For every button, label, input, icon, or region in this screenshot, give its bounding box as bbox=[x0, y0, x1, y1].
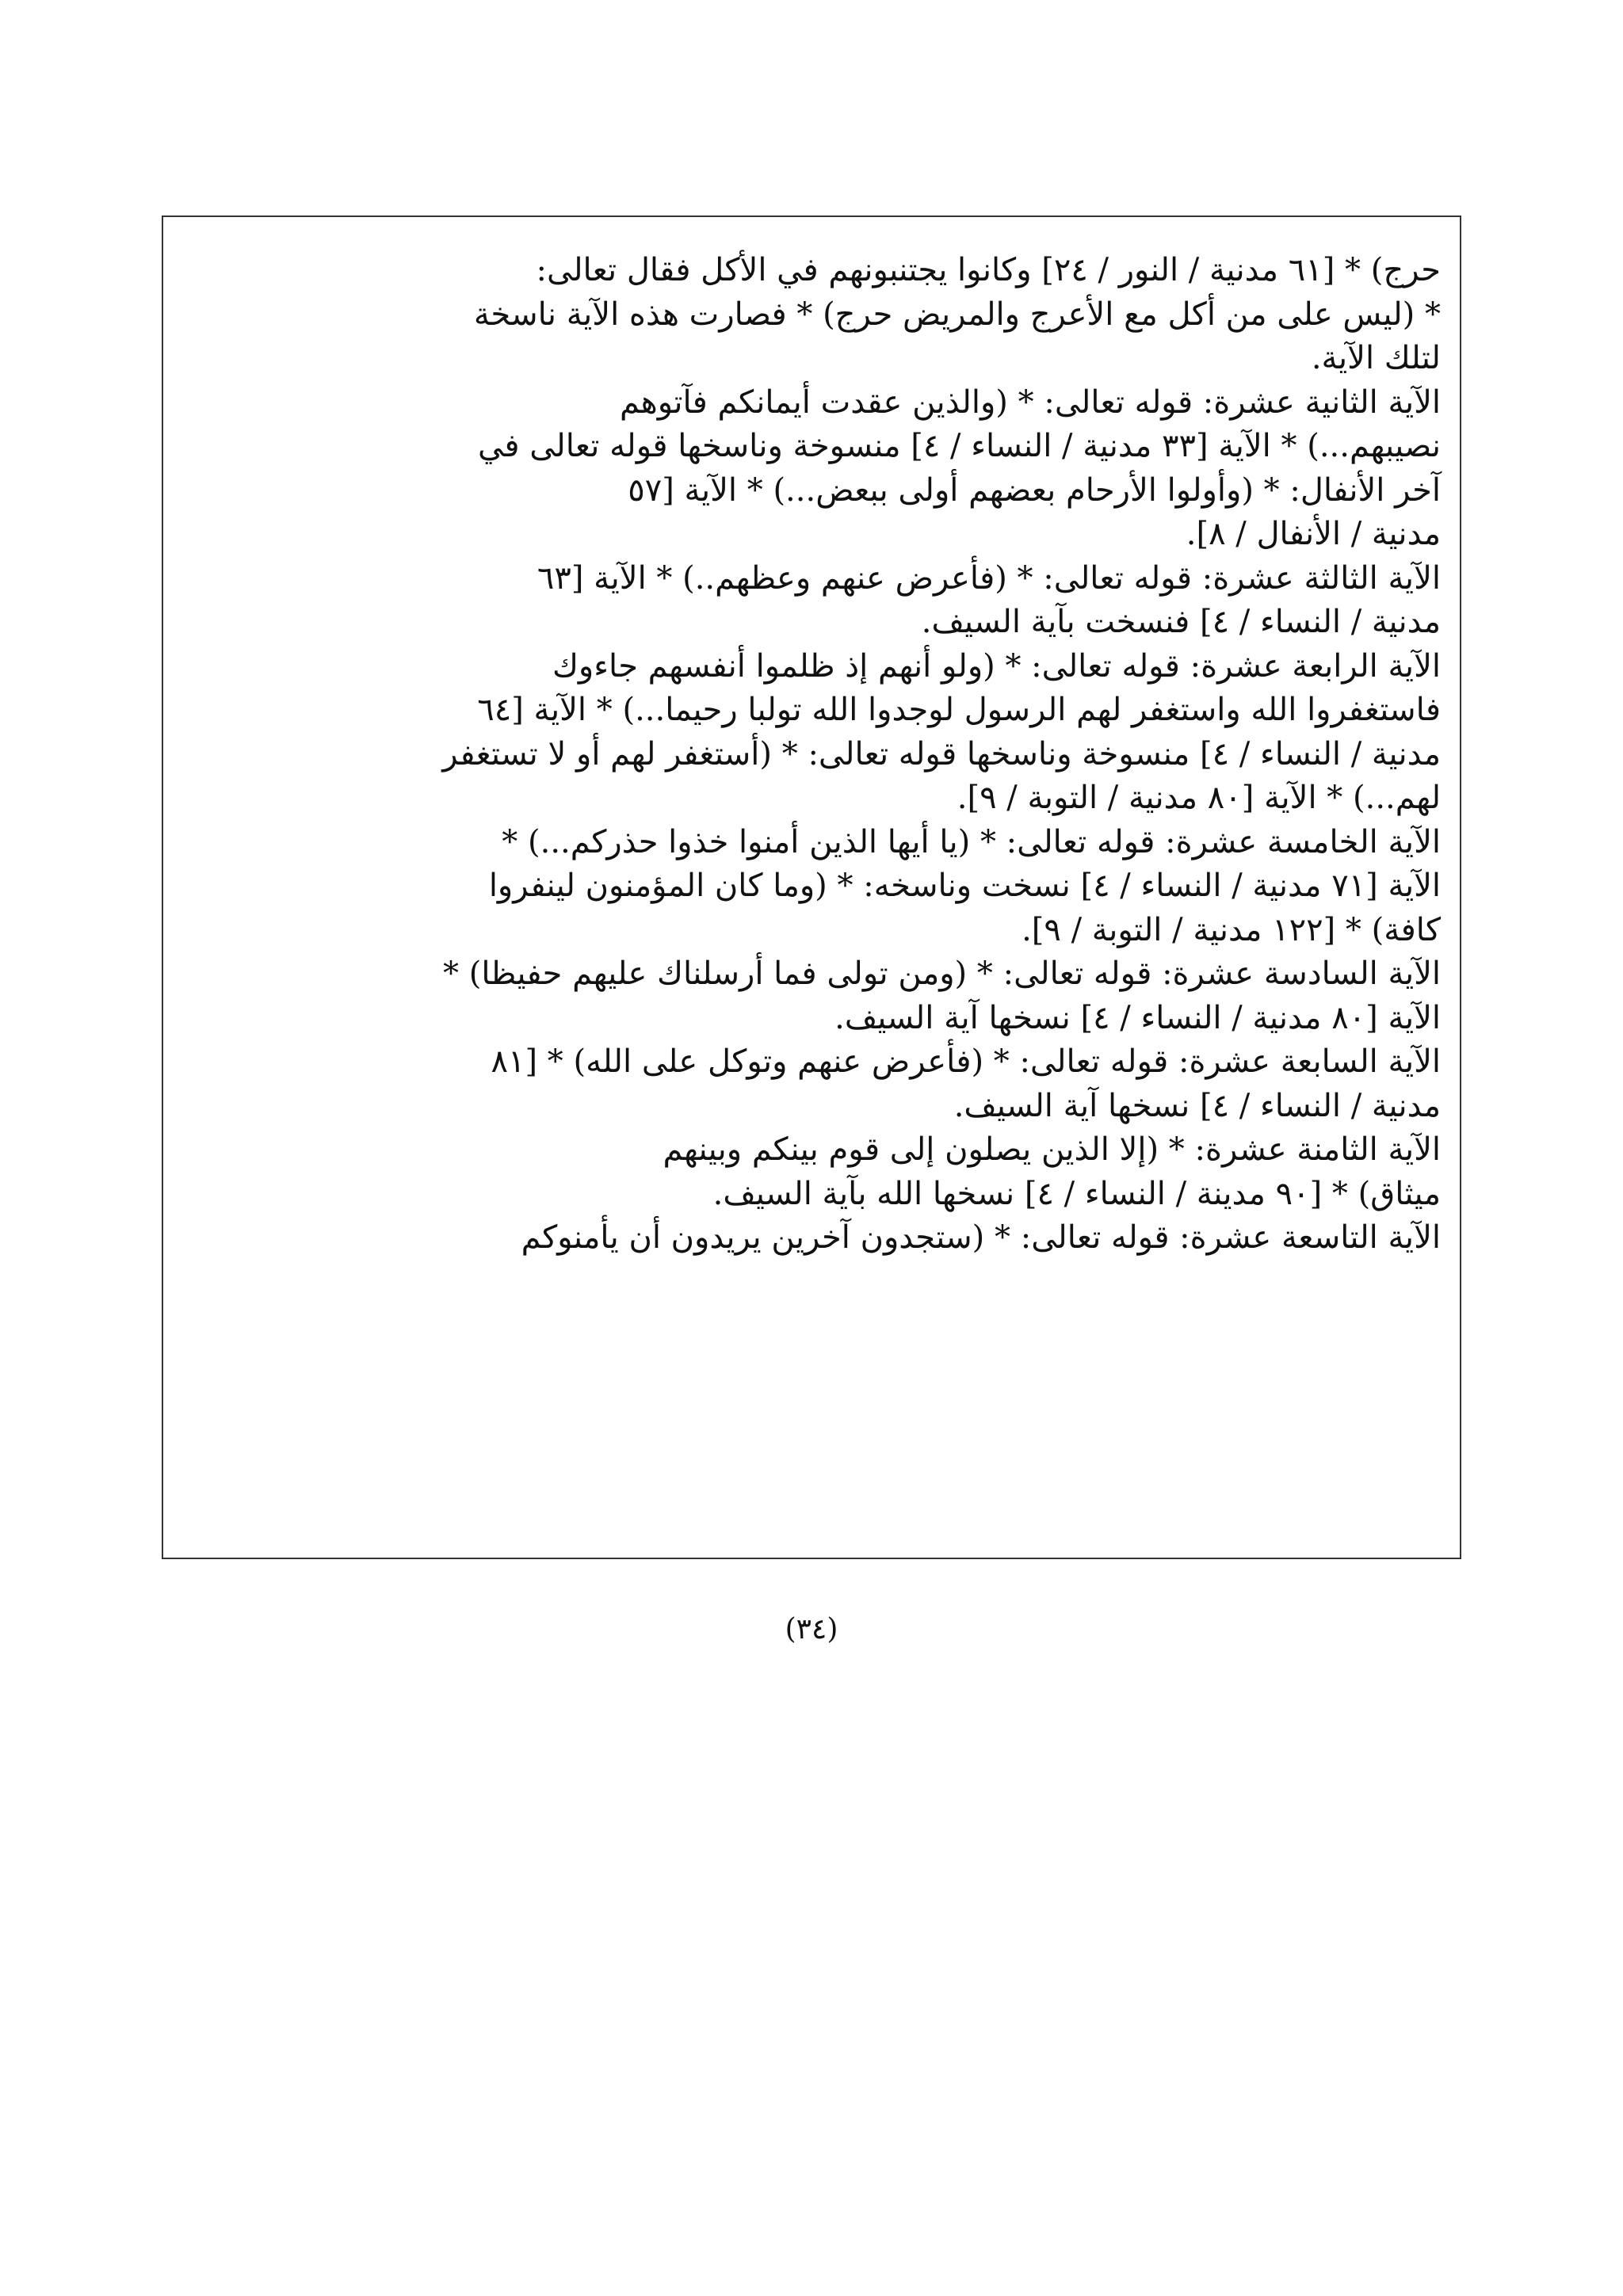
text-line: الآية [٨٠ مدنية / النساء / ٤] نسخها آية السيف. bbox=[834, 999, 1441, 1036]
text-line: الآية الثالثة عشرة: قوله تعالى: * (فأعرض عنهم وعظهم..) * الآية [٦٣ bbox=[537, 559, 1441, 597]
text-line: * (ليس على من أكل مع الأعرج والمريض حرج) * فصارت هذه الآية ناسخة bbox=[473, 296, 1441, 333]
text-frame bbox=[162, 215, 1461, 1559]
text-line: ميثاق) * [٩٠ مدينة / النساء / ٤] نسخها الله بآية السيف. bbox=[712, 1175, 1441, 1212]
text-line: الآية الرابعة عشرة: قوله تعالى: * (ولو أنهم إذ ظلموا أنفسهم جاءوك bbox=[552, 647, 1441, 685]
text-line: الآية التاسعة عشرة: قوله تعالى: * (ستجدون آخرين يريدون أن يأمنوكم bbox=[521, 1219, 1441, 1256]
text-line: الآية الخامسة عشرة: قوله تعالى: * (يا أيها الذين أمنوا خذوا حذركم...) * bbox=[502, 823, 1441, 860]
body-text bbox=[310, 249, 1441, 1261]
text-line: مدنية / الأنفال / ٨]. bbox=[1186, 516, 1441, 552]
text-line: الآية الثامنة عشرة: * (إلا الذين يصلون إلى قوم بينكم وبينهم bbox=[663, 1131, 1441, 1168]
text-line: لتلك الآية. bbox=[1311, 340, 1441, 376]
text-line: فاستغفروا الله واستغفر لهم الرسول لوجدوا الله تولبا رحيما...) * الآية [٦٤ bbox=[477, 692, 1441, 728]
text-line: آخر الأنفال: * (وأولوا الأرحام بعضهم أولى ببعض...) * الآية [٥٧ bbox=[628, 471, 1441, 509]
text-line: الآية السادسة عشرة: قوله تعالى: * (ومن تولى فما أرسلناك عليهم حفيظا) * bbox=[443, 955, 1441, 992]
page-number: (٣٤) bbox=[785, 1613, 838, 1646]
text-line: مدنية / النساء / ٤] فنسخت بآية السيف. bbox=[921, 604, 1441, 640]
text-line: الآية السابعة عشرة: قوله تعالى: * (فأعرض عنهم وتوكل على الله) * [٨١ bbox=[491, 1043, 1441, 1080]
text-line: حرج) * [٦١ مدنية / النور / ٢٤] وكانوا يجتنبونهم في الأكل فقال تعالى: bbox=[536, 252, 1441, 288]
text-line: الآية [٧١ مدنية / النساء / ٤] نسخت وناسخه: * (وما كان المؤمنون لينفروا bbox=[488, 868, 1441, 904]
text-line: كافة) * [١٢٢ مدنية / التوبة / ٩]. bbox=[1022, 911, 1441, 948]
text-line: لهم...) * الآية [٨٠ مدنية / التوبة / ٩]. bbox=[957, 780, 1441, 816]
text-line: الآية الثانية عشرة: قوله تعالى: * (والذين عقدت أيمانكم فآتوهم bbox=[619, 383, 1441, 421]
text-line: نصيبهم...) * الآية [٣٣ مدنية / النساء / ٤] منسوخة وناسخها قوله تعالى في bbox=[478, 428, 1441, 464]
text-line: مدنية / النساء / ٤] منسوخة وناسخها قوله تعالى: * (أستغفر لهم أو لا تستغفر bbox=[442, 735, 1441, 772]
text-line: مدنية / النساء / ٤] نسخها آية السيف. bbox=[953, 1087, 1441, 1124]
